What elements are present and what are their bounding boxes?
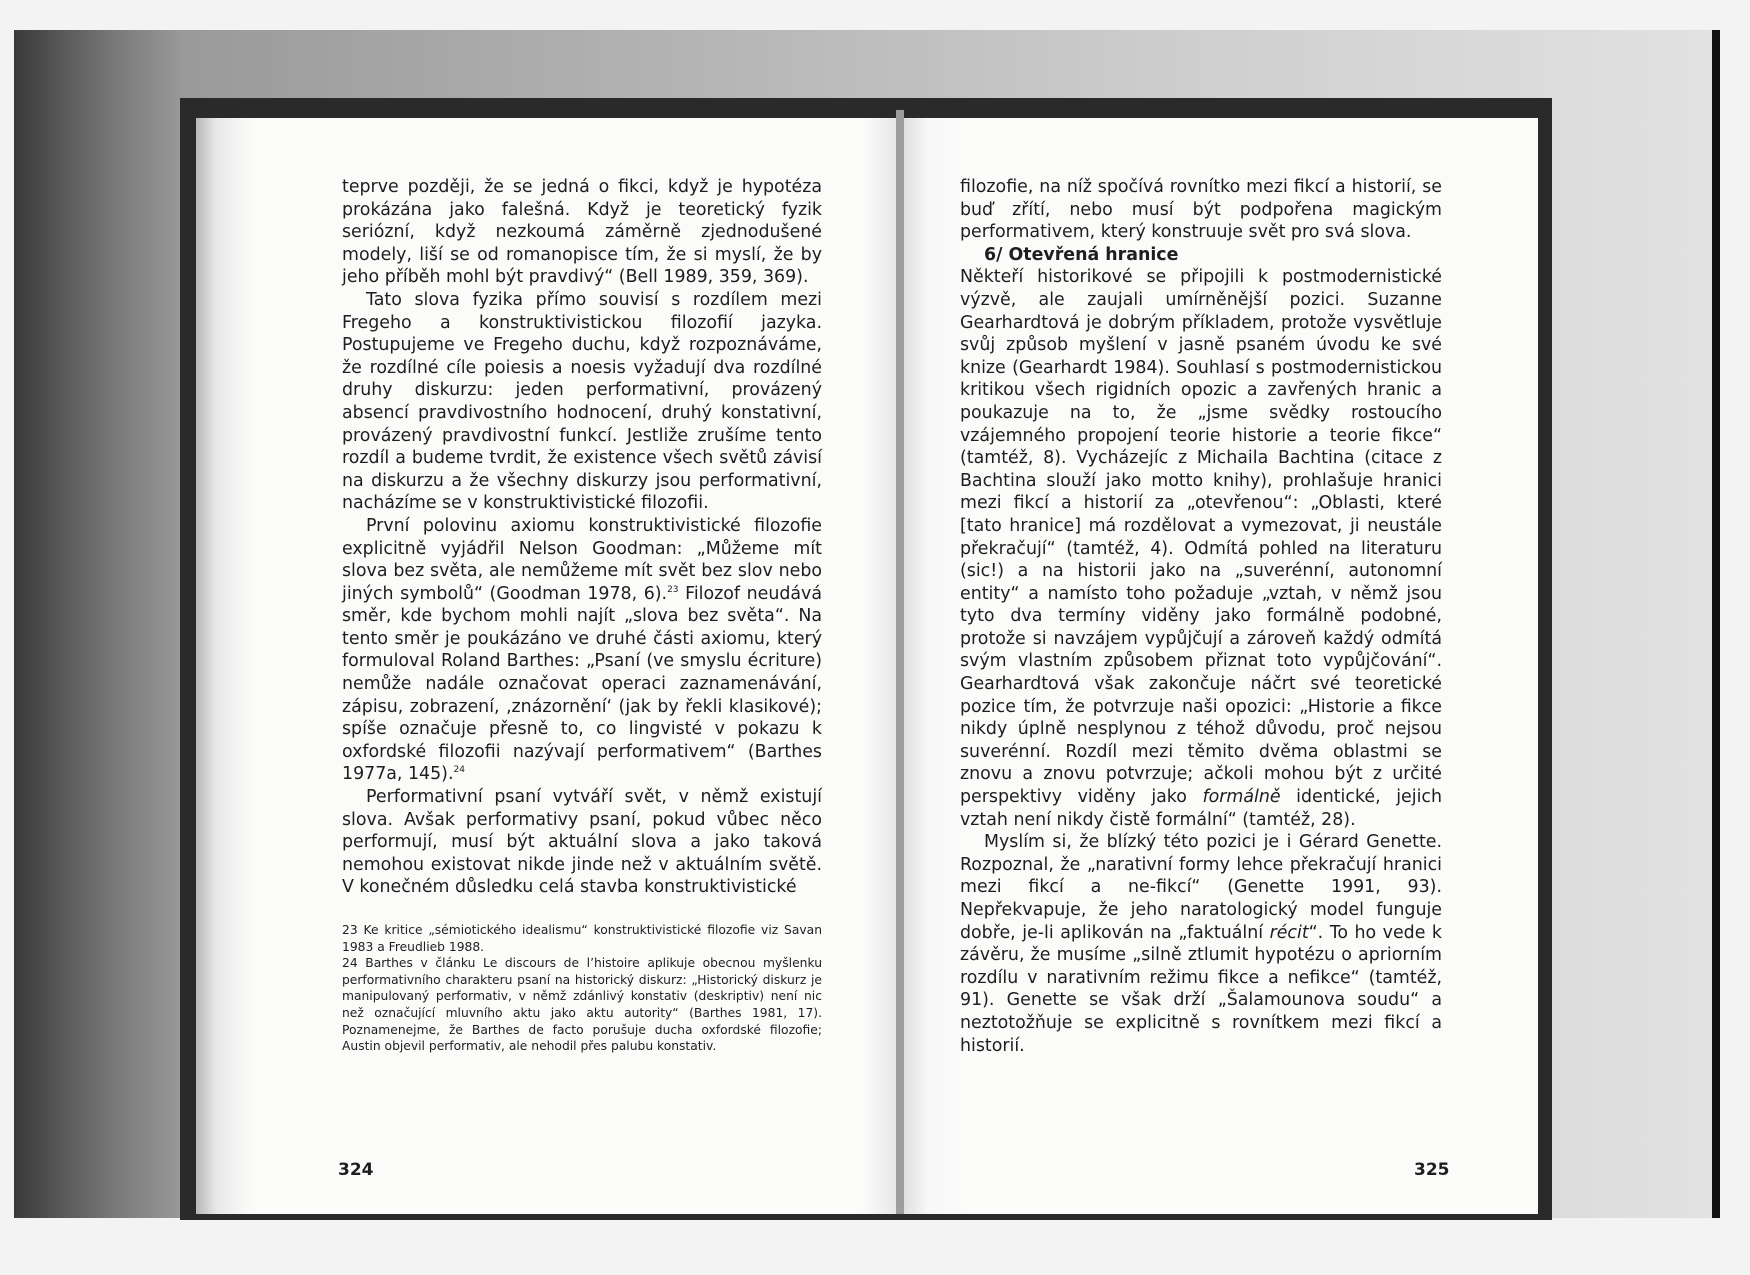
scan-edge-bar xyxy=(1712,30,1720,1218)
left-paragraph-3 xyxy=(342,515,822,786)
right-paragraph-2 xyxy=(960,831,1442,1057)
right-paragraph-1 xyxy=(960,266,1442,831)
left-paragraph-4: Performativní psaní vytváří svět, v němž existují slova. Avšak performativy psaní, pokud vůbec něco performují, musí být aktuální slova a jako taková nemohou existovat nikde jinde než v aktuálním světě. V konečném důsledku celá stavba konstruktivistické xyxy=(342,787,822,898)
right-paragraph-1-italic: formálně xyxy=(1202,787,1281,808)
right-paragraph-2-end: “. To ho vede k závěru, že musíme „silně ztlumit hypotézu o apriorním rozdílu v narativním režimu fikce a nefikce“ (tamtéž, 91). Genette se však drží „Šalamounova soudu“ a neztotožňuje se explicitně s rovnítkem mezi fikcí a historií. xyxy=(960,922,1442,1056)
footnote-ref-23: 23 xyxy=(667,584,679,595)
left-paragraph-3-text: První polovinu axiomu konstruktivistické filozofie explicitně vyjádřil Nelson Goodman: „Můžeme mít slova bez světa, ale nemůžeme mít svět bez slov nebo jiných symbolů“ (Goodman 1978, 6). xyxy=(342,515,822,604)
right-page-body xyxy=(960,176,1442,1057)
right-paragraph-2-text: Myslím si, že blízký této pozici je i Gérard Genette. Rozpoznal, že „narativní formy lehce překračují hranici mezi fikcí a ne-fikcí“ (Genette 1991, 93). Nepřekvapuje, že jeho naratologický model funguje dobře, je-li aplikován na „faktuální xyxy=(960,832,1442,943)
left-paragraph-1: teprve později, že se jedná o fikci, když je hypotéza prokázána jako falešná. Když je teoretický fyzik seriózní, když nezkoumá záměrně zjednodušené modely, liší se od romanopisce tím, že si myslí, že by jeho příběh mohl být pravdivý“ (Bell 1989, 359, 369). xyxy=(342,177,822,288)
footnote-ref-24: 24 xyxy=(453,765,465,776)
left-paragraph-3-cont: Filozof neudává směr, kde bychom mohli najít „slova bez světa“. Na tento směr je poukázáno ve druhé části axiomu, který formuloval Roland Barthes: „Psaní (ve smyslu écriture) nemůže nadále označovat operaci zaznamenávání, zápisu, zobrazení, ‚znázornění‘ (jak by řekli klasikové); spíše označuje přesně to, co lingvisté v pokazu k oxfordské filozofii nazývají performativem“ (Barthes 1977a, 145). xyxy=(342,583,823,785)
page-number-right: 325 xyxy=(1414,1160,1450,1180)
right-paragraph-1-text: Někteří historikové se připojili k postmodernistické výzvě, ale zaujali umírněnější pozici. Suzanne Gearhardtová je dobrým příkladem, protože vysvětluje svůj způsob myšlení v jasně psaném úvodu ke své knize (Gearhardt 1984). Souhlasí s postmodernistickou kritikou všech rigidních opozic a zavřených hranic a poukazuje na to, že „jsme svědky rostoucího vzájemného propojení teorie historie a teorie fikce“ (tamtéž, 8). Vycházejíc z Michaila Bachtina (citace z Bachtina slouží jako motto knihy), prohlašuje hranici mezi fikcí a historií za „otevřenou“: „Oblasti, které [tato hranice] má rozdělovat a vymezovat, ji neustále překračují“ (tamtéž, 4). Odmítá pohled na literaturu (sic!) a na historii jako na „suverénní, autonomní entity“ a namísto toho požaduje „vztah, v němž jsou tyto dva termíny viděny jako formálně podobné, protože si navzájem vypůjčují a zároveň každý odmítá svým vlastním způsobem přiznat toto vypůjčování“. Gearhardtová však zakončuje náčrt své teoretické pozice tím, že potvrzuje naši opozici: „Historie a fikce nikdy úplně nesplynou z téhož důvodu, proč nejsou suverénní. Rozdíl mezi těmito dvěma oblastmi se znovu a znovu potvrzuje; ačkoli mohou být z určité perspektivy viděny jako xyxy=(960,267,1442,808)
section-heading: 6/ Otevřená hranice xyxy=(984,244,1179,265)
page-number-left: 324 xyxy=(338,1160,374,1180)
footnote-23: 23 Ke kritice „sémiotického idealismu“ konstruktivistické filozofie viz Savan 1983 a Freudlieb 1988. xyxy=(342,923,822,954)
left-page-body xyxy=(342,176,822,899)
footnotes xyxy=(342,922,822,1055)
right-paragraph-1-end: identické, jejich vztah není nikdy čistě formální“ (tamtéž, 28). xyxy=(960,787,1442,830)
right-paragraph-2-italic: récit xyxy=(1269,922,1309,943)
right-intro: filozofie, na níž spočívá rovnítko mezi fikcí a historií, se buď zřítí, nebo musí být podpořena magickým performativem, který konstruuje svět pro svá slova. xyxy=(960,177,1442,243)
footnote-24: 24 Barthes v článku Le discours de l’histoire aplikuje obecnou myšlenku performativního charakteru psaní na historický diskurz: „Historický diskurz je manipulovaný performativ, v němž zdánlivý konstativ (deskriptiv) není nic než označující mluvního aktu jako aktu autority“ (Barthes 1981, 17). Poznamenejme, že Barthes de facto porušuje ducha oxfordské filozofie; Austin objevil performativ, ale nehodil přes palubu konstativ. xyxy=(342,956,822,1054)
book-gutter xyxy=(896,110,904,1214)
left-paragraph-2: Tato slova fyzika přímo souvisí s rozdílem mezi Fregeho a konstruktivistickou filozofií jazyka. Postupujeme ve Fregeho duchu, když rozpoznáváme, že rozdílné cíle poiesis a noesis vyžadují dva rozdílné druhy diskurzu: jeden performativní, provázený absencí pravdivostního hodnocení, druhý konstativní, provázený pravdivostní funkcí. Jestliže zrušíme tento rozdíl a budeme tvrdit, že existence všech světů závisí na diskurzu a že všechny diskurzy jsou performativní, nacházíme se v konstruktivistické filozofii. xyxy=(342,289,822,514)
